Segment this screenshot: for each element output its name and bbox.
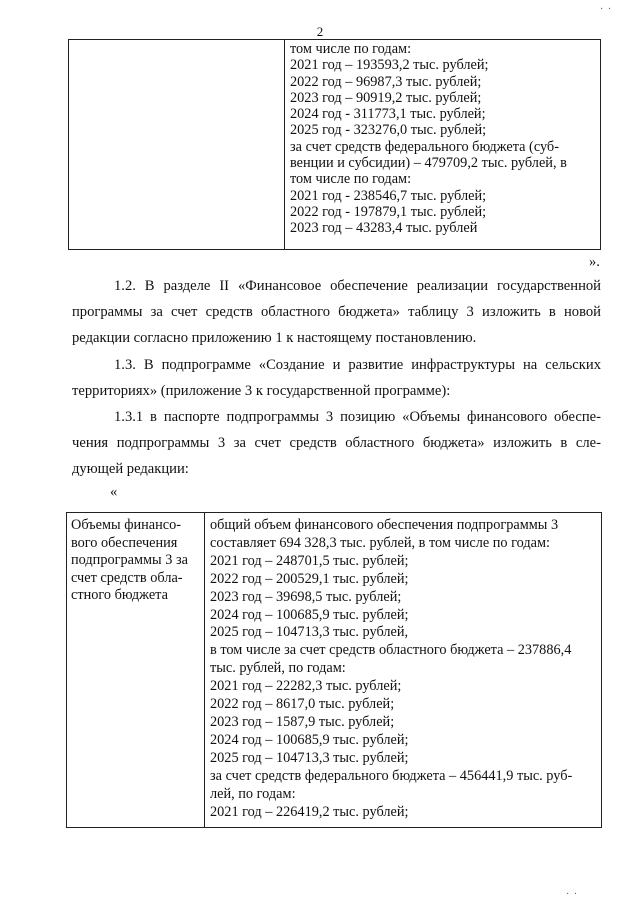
paragraph-line: дующей редакции: (72, 461, 189, 477)
value-line: 2022 год – 200529,1 тыс. рублей; (210, 570, 409, 587)
label-line: стного бюджета (71, 587, 168, 604)
value-line: 2025 год – 104713,3 тыс. рублей, (210, 624, 409, 641)
table-line: 2021 год - 238546,7 тыс. рублей; (290, 187, 487, 204)
table-value-cell (205, 513, 602, 828)
table-line: 2022 год - 197879,1 тыс. рублей; (290, 203, 487, 220)
paragraph-line: программы за счет средств областного бюджета» таблицу 3 изложить в новой (72, 304, 601, 320)
paragraph-line: 1.2. В разделе II «Финансовое обеспечение реализации государственной (114, 278, 601, 294)
paragraph-line: территориях» (приложение 3 к государственной программе): (72, 383, 451, 399)
value-line: 2025 год – 104713,3 тыс. рублей; (210, 749, 409, 766)
paragraph-line: 1.3. В подпрограмме «Создание и развитие инфраструктуры на сельских (114, 357, 601, 373)
value-line: 2022 год – 8617,0 тыс. рублей; (210, 696, 395, 713)
table-line: 2022 год – 96987,3 тыс. рублей; (290, 73, 482, 90)
table-line: том числе по годам: (290, 171, 412, 188)
table-empty-cell (69, 40, 285, 250)
table-line: за счет средств федерального бюджета (суб- (290, 138, 559, 155)
footer-corner-mark: · · (566, 889, 579, 900)
value-line: тыс. рублей, по годам: (210, 660, 346, 677)
table-line: том числе по годам: (290, 41, 412, 57)
paragraph-line: чения подпрограммы 3 за счет средств областного бюджета» изложить в сле- (72, 435, 601, 451)
value-line: общий объем финансового обеспечения подпрограммы 3 (210, 517, 559, 533)
value-line: составляет 694 328,3 тыс. рублей, в том числе по годам: (210, 534, 551, 551)
table-line: 2025 год - 323276,0 тыс. рублей; (290, 122, 487, 139)
paragraph-line: 1.3.1 в паспорте подпрограммы 3 позицию «Объемы финансового обеспе- (114, 409, 601, 425)
paragraph-line: редакции согласно приложению 1 к настоящему постановлению. (72, 330, 477, 346)
paragraph-1-2 (72, 273, 601, 351)
label-line: подпрограммы 3 за (71, 552, 188, 569)
table-line: венции и субсидии) – 479709,2 тыс. рублей, в (290, 155, 567, 172)
value-line: 2023 год – 1587,9 тыс. рублей; (210, 713, 395, 730)
table-funding-cell (285, 40, 601, 250)
label-line: счет средств обла- (71, 569, 183, 586)
page-number: 2 (316, 24, 324, 39)
value-line: 2024 год – 100685,9 тыс. рублей; (210, 731, 409, 748)
value-line: 2021 год – 248701,5 тыс. рублей; (210, 552, 409, 569)
closing-quote: ». (589, 254, 600, 270)
corner-mark: · · (600, 4, 613, 15)
value-line: 2021 год – 226419,2 тыс. рублей; (210, 803, 409, 820)
value-line: 2023 год – 39698,5 тыс. рублей; (210, 588, 402, 605)
paragraph-1-3-1 (72, 404, 601, 482)
subprogram-funding-table (66, 512, 602, 828)
table-line: 2024 год - 311773,1 тыс. рублей; (290, 106, 486, 123)
table-line: 2023 год – 90919,2 тыс. рублей; (290, 89, 482, 106)
table-line: 2023 год – 43283,4 тыс. рублей (290, 220, 478, 237)
value-line: в том числе за счет средств областного бюджета – 237886,4 (210, 642, 572, 659)
value-line: за счет средств федерального бюджета – 456441,9 тыс. руб- (210, 767, 573, 784)
opening-quote: « (110, 484, 118, 500)
label-line: Объемы финансо- (71, 517, 182, 533)
table-label-cell (67, 513, 205, 828)
label-line: вого обеспечения (71, 534, 178, 551)
value-line: 2021 год – 22282,3 тыс. рублей; (210, 678, 402, 695)
table-line: 2021 год – 193593,2 тыс. рублей; (290, 57, 489, 74)
funding-table-continued (68, 39, 601, 250)
paragraph-1-3 (72, 352, 601, 404)
value-line: лей, по годам: (210, 785, 296, 802)
value-line: 2024 год – 100685,9 тыс. рублей; (210, 606, 409, 623)
